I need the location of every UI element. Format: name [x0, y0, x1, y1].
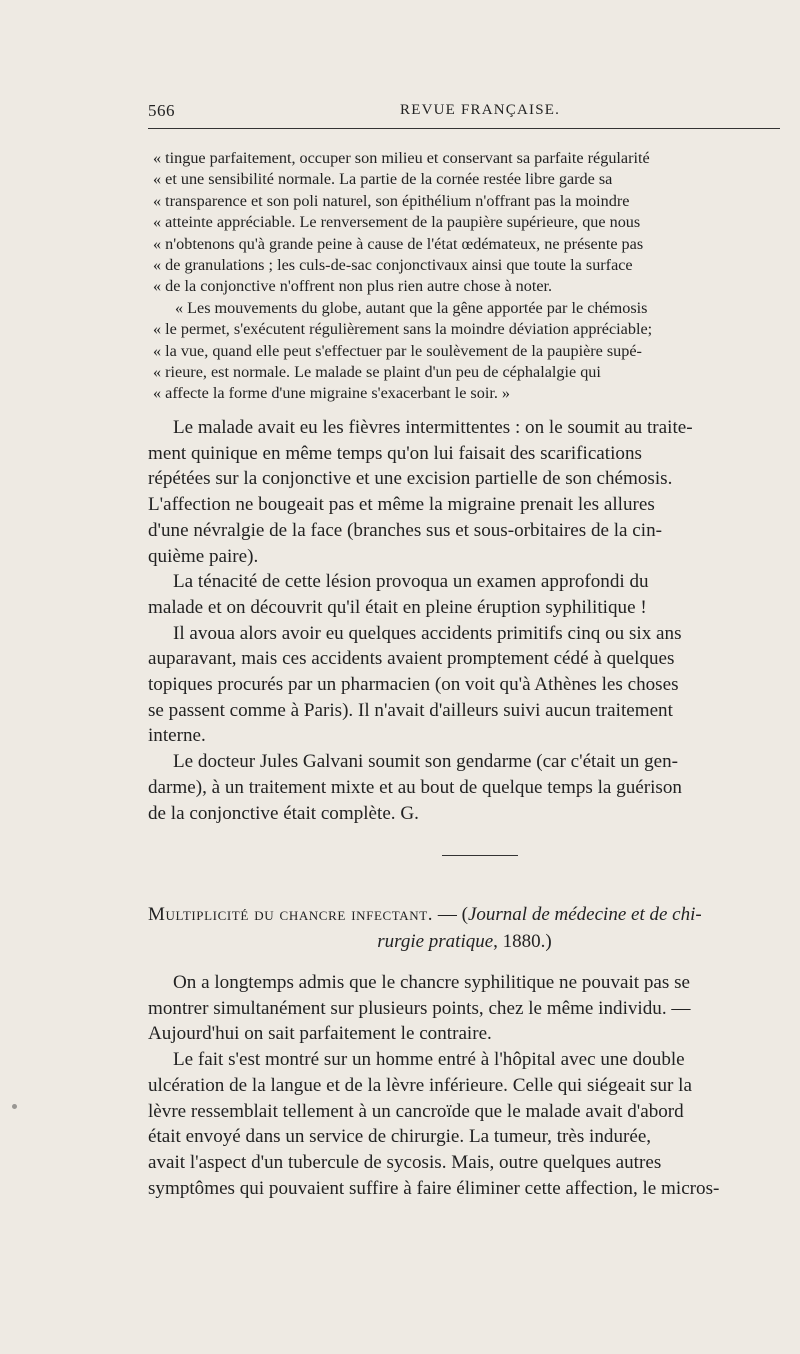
article-line: avait l'aspect d'un tubercule de sycosis. Mais, outre quelques autres	[148, 1151, 662, 1173]
quote-line: « le permet, s'exécutent régulièrement sans la moindre déviation appréciable;	[153, 320, 653, 339]
title-dash: — (	[433, 904, 468, 925]
article-line: Aujourd'hui on sait parfaitement le contraire.	[148, 1023, 492, 1045]
running-title: REVUE FRANÇAISE.	[400, 102, 561, 118]
page-header	[148, 101, 778, 129]
margin-mark	[12, 1104, 17, 1109]
header-rule	[148, 128, 780, 129]
paragraph-line: de la conjonctive était complète. G.	[148, 802, 419, 824]
journal-title-part2: rurgie pratique	[377, 931, 494, 952]
publication-year: , 1880.)	[493, 931, 552, 952]
paragraph-line: ment quinique en même temps qu'on lui faisait des scarifications	[148, 442, 642, 464]
section-separator	[442, 855, 518, 856]
paragraph-line: L'affection ne bougeait pas et même la migraine prenait les allures	[148, 494, 655, 516]
paragraph-line: Le malade avait eu les fièvres intermittentes : on le soumit au traite-	[173, 417, 693, 438]
quote-line: « rieure, est normale. Le malade se plaint d'un peu de céphalalgie qui	[153, 363, 601, 382]
paragraph-line: quième paire).	[148, 545, 259, 567]
quote-line: « tingue parfaitement, occuper son milieu et conservant sa parfaite régularité	[153, 149, 650, 167]
paragraph-line: topiques procurés par un pharmacien (on voit qu'à Athènes les choses	[148, 674, 679, 696]
paragraph-line: interne.	[148, 725, 206, 747]
quote-line: « affecte la forme d'une migraine s'exacerbant le soir. »	[153, 384, 511, 403]
paragraph-line: Il avoua alors avoir eu quelques accidents primitifs cinq ou six ans	[173, 622, 682, 644]
quote-line: « de granulations ; les culs-de-sac conjonctivaux ainsi que toute la surface	[153, 256, 633, 275]
article-line: lèvre ressemblait tellement à un cancroïde que le malade avait d'abord	[148, 1100, 684, 1122]
quote-line: « atteinte appréciable. Le renversement de la paupière supérieure, que nous	[153, 213, 641, 232]
article-heading-line	[148, 928, 781, 955]
quote-line: « de la conjonctive n'offrent non plus rien autre chose à noter.	[153, 277, 553, 296]
paragraph-line: darme), à un traitement mixte et au bout de quelque temps la guérison	[148, 776, 682, 798]
quote-line: « la vue, quand elle peut s'effectuer par le soulèvement de la paupière supé-	[153, 341, 642, 360]
paragraph-line: d'une névralgie de la face (branches sus et sous-orbitaires de la cin-	[148, 519, 662, 541]
article-line: montrer simultanément sur plusieurs points, chez le même individu. —	[148, 997, 691, 1019]
paragraph-line: Le docteur Jules Galvani soumit son gendarme (car c'était un gen-	[173, 751, 679, 773]
case-narrative	[148, 415, 781, 826]
quoted-passage	[153, 148, 781, 405]
paragraph-line: se passent comme à Paris). Il n'avait d'ailleurs suivi aucun traitement	[148, 699, 673, 721]
article-heading-line	[148, 901, 781, 928]
article-title: Multiplicité du chancre infectant.	[148, 904, 434, 925]
paragraph-line: malade et on découvrit qu'il était en pleine éruption syphilitique !	[148, 596, 647, 618]
quote-line: « n'obtenons qu'à grande peine à cause de l'état œdémateux, ne présente pas	[153, 234, 644, 253]
article-line: ulcération de la langue et de la lèvre inférieure. Celle qui siégeait sur la	[148, 1074, 692, 1096]
article-line: était envoyé dans un service de chirurgie. La tumeur, très indurée,	[148, 1126, 652, 1148]
paragraph-line: auparavant, mais ces accidents avaient promptement cédé à quelques	[148, 648, 675, 670]
article-heading	[148, 901, 781, 955]
article-body	[148, 970, 781, 1201]
quote-line: « Les mouvements du globe, autant que la gêne apportée par le chémosis	[175, 298, 648, 317]
article-line: symptômes qui pouvaient suffire à faire éliminer cette affection, le micros-	[148, 1177, 720, 1199]
journal-title-part1: Journal de médecine et de chi-	[467, 904, 702, 925]
article-line: On a longtemps admis que le chancre syphilitique ne pouvait pas se	[173, 972, 690, 993]
paragraph-line: La ténacité de cette lésion provoqua un examen approfondi du	[173, 571, 649, 593]
quote-line: « et une sensibilité normale. La partie de la cornée restée libre garde sa	[153, 170, 613, 189]
article-line: Le fait s'est montré sur un homme entré à l'hôpital avec une double	[173, 1049, 685, 1071]
paragraph-line: répétées sur la conjonctive et une excision partielle de son chémosis.	[148, 468, 673, 490]
page-number: 566	[148, 101, 175, 120]
quote-line: « transparence et son poli naturel, son épithélium n'offrant pas la moindre	[153, 191, 630, 210]
